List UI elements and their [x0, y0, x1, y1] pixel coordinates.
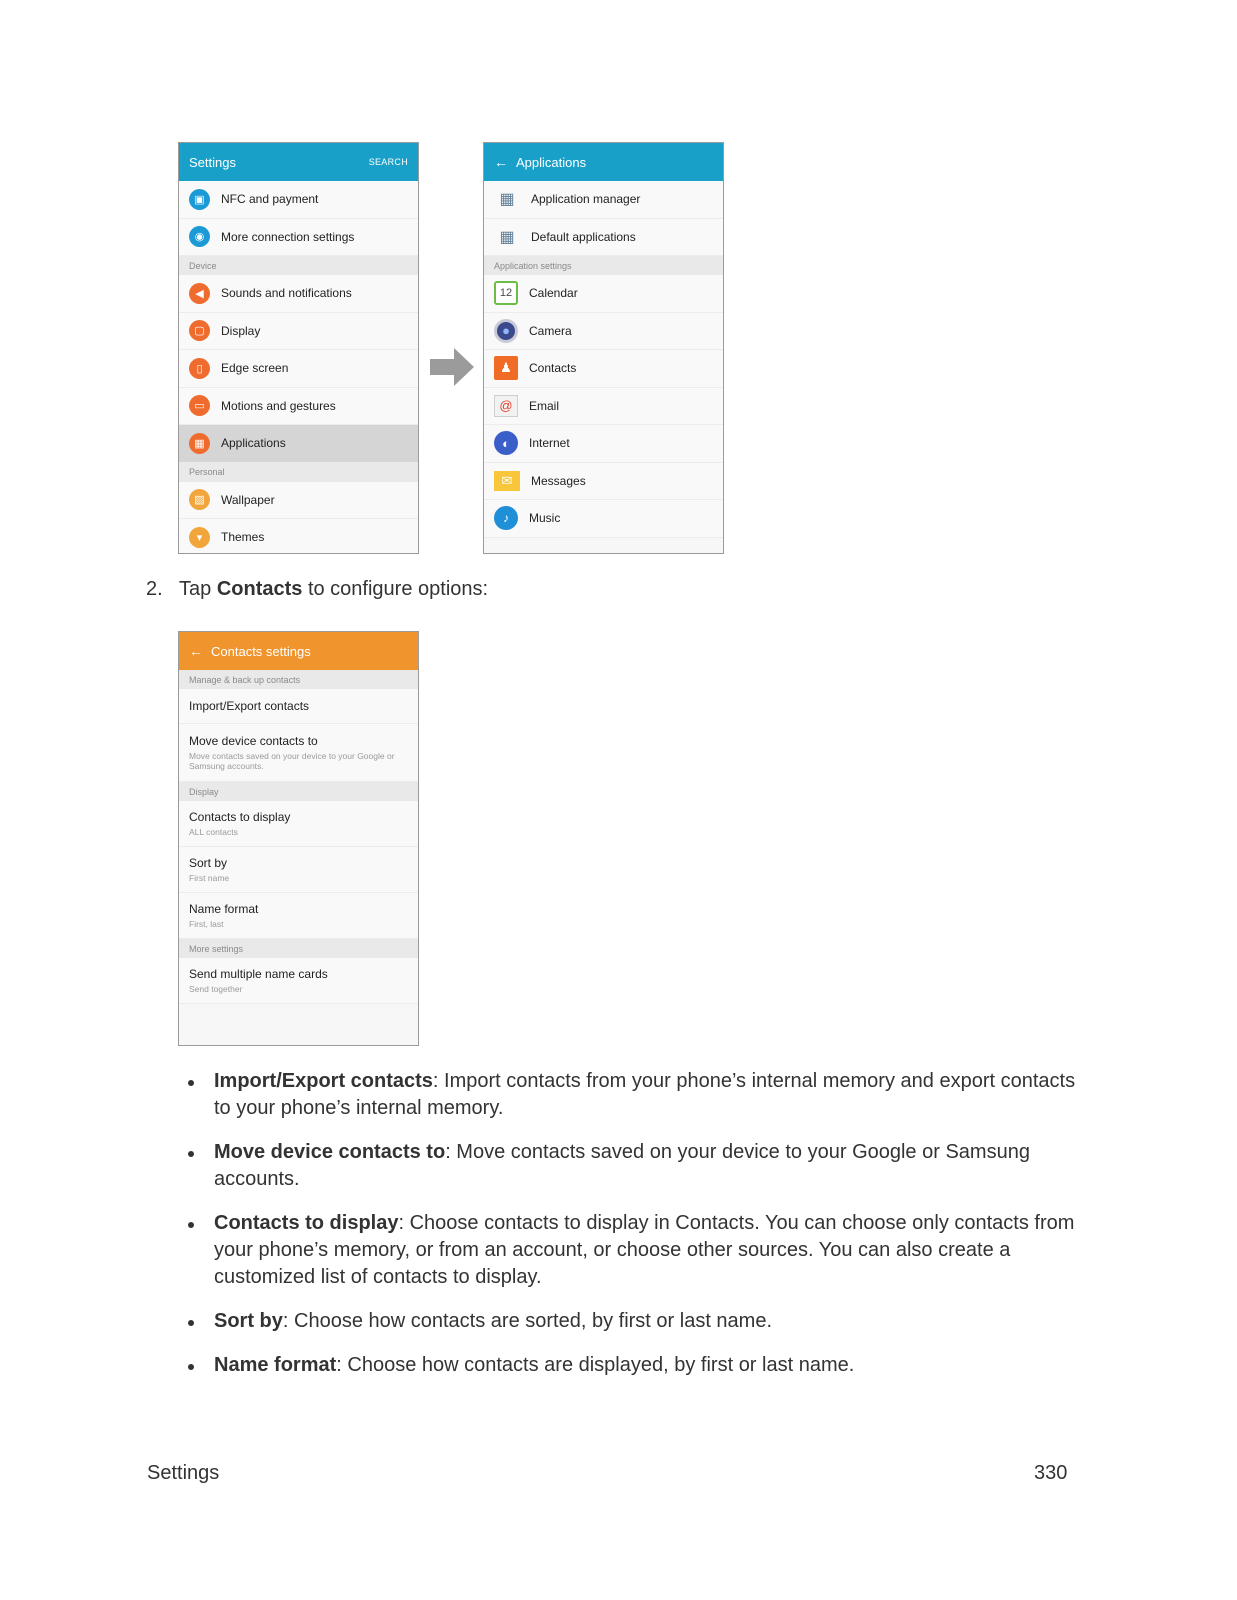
- applications-list: [484, 181, 723, 538]
- search-button[interactable]: SEARCH: [368, 157, 408, 167]
- application-item-label: Camera: [529, 323, 572, 338]
- bullet-dot-icon: [188, 1222, 194, 1228]
- application-item[interactable]: [484, 500, 723, 538]
- bullet-item: [188, 1210, 1088, 1291]
- contacts-setting-summary: First name: [189, 873, 230, 883]
- bullet-item: [188, 1139, 1088, 1193]
- application-item[interactable]: [484, 463, 723, 501]
- settings-item[interactable]: [179, 482, 418, 520]
- page-number: 330: [1034, 1462, 1068, 1484]
- application-item[interactable]: [484, 425, 723, 463]
- settings-item-label: Wallpaper: [221, 492, 275, 507]
- bullet-item: [188, 1068, 1088, 1122]
- section-header: Device: [179, 256, 418, 275]
- connection-icon: ◉: [189, 226, 210, 247]
- bullet-text: : Choose contacts to display in Contacts. You can choose only contacts from your phone’s memory, or from an account, or choose other sources. You can also create a customized list of contacts to display.: [214, 1212, 1075, 1288]
- contacts-setting-label: Contacts to display: [189, 810, 291, 824]
- section-header: Personal: [179, 463, 418, 482]
- application-item[interactable]: [484, 313, 723, 351]
- calendar-icon: 12: [494, 281, 518, 305]
- application-item-label: Internet: [529, 436, 570, 451]
- contacts-setting-item[interactable]: [179, 893, 418, 939]
- contacts-settings-screenshot: [178, 631, 419, 1046]
- edge-screen-icon: ▯: [189, 358, 210, 379]
- sound-icon: ◀: [189, 283, 210, 304]
- camera-icon: ●: [494, 319, 518, 343]
- settings-item[interactable]: [179, 388, 418, 426]
- back-arrow-icon[interactable]: ←: [189, 643, 203, 659]
- applications-icon: ▦: [189, 433, 210, 454]
- bullet-text: : Import contacts from your phone’s internal memory and export contacts to your phone’s internal memory.: [214, 1070, 1076, 1119]
- bullet-dot-icon: [188, 1320, 194, 1326]
- step-bold: Contacts: [216, 578, 303, 600]
- settings-item-label: Motions and gestures: [221, 398, 336, 413]
- applications-app-bar: [484, 143, 723, 181]
- back-arrow-icon[interactable]: ←: [494, 154, 508, 170]
- contacts-icon: ♟: [494, 356, 518, 380]
- contacts-settings-title: Contacts settings: [211, 643, 311, 659]
- settings-item-label: Sounds and notifications: [221, 286, 352, 301]
- settings-item-label: NFC and payment: [221, 192, 319, 207]
- option-descriptions: [188, 1068, 1088, 1396]
- application-item-label: Calendar: [529, 286, 578, 301]
- contacts-setting-label: Send multiple name cards: [189, 967, 328, 981]
- applications-screenshot: [483, 142, 724, 554]
- settings-title: Settings: [189, 154, 236, 170]
- contacts-setting-summary: Send together: [189, 984, 243, 994]
- contacts-setting-label: Sort by: [189, 856, 228, 870]
- application-item-label: Music: [529, 511, 561, 526]
- settings-item-label: Edge screen: [221, 361, 289, 376]
- settings-app-bar: [179, 143, 418, 181]
- contacts-settings-list: [179, 670, 418, 1004]
- themes-icon: ▾: [189, 527, 210, 548]
- motion-icon: ▭: [189, 395, 210, 416]
- nfc-icon: ▣: [189, 189, 210, 210]
- step-2: [146, 578, 488, 601]
- contacts-setting-summary: First, last: [189, 919, 224, 929]
- application-item[interactable]: [484, 219, 723, 257]
- step-prefix: Tap: [179, 578, 217, 600]
- settings-item-label: Applications: [221, 436, 286, 451]
- bullet-text: : Move contacts saved on your device to your Google or Samsung accounts.: [214, 1141, 1030, 1190]
- applications-title: Applications: [516, 154, 587, 170]
- music-icon: ♪: [494, 506, 518, 530]
- email-icon: @: [494, 395, 518, 417]
- bullet-term: Name format: [214, 1354, 337, 1376]
- bullet-dot-icon: [188, 1080, 194, 1086]
- wallpaper-icon: ▨: [189, 489, 210, 510]
- bullet-term: Sort by: [214, 1310, 283, 1332]
- section-header: More settings: [179, 939, 418, 958]
- application-item[interactable]: [484, 388, 723, 426]
- settings-item-label: Display: [221, 323, 261, 338]
- section-header: Display: [179, 782, 418, 801]
- settings-item[interactable]: [179, 181, 418, 219]
- bullet-dot-icon: [188, 1364, 194, 1370]
- contacts-setting-item[interactable]: [179, 689, 418, 724]
- default-apps-icon: ▦: [499, 228, 515, 246]
- app-manager-icon: ▦: [499, 191, 515, 209]
- footer-section: Settings: [147, 1462, 220, 1484]
- section-header: Manage & back up contacts: [179, 670, 418, 689]
- contacts-app-bar: [179, 632, 418, 670]
- contacts-setting-item[interactable]: [179, 801, 418, 847]
- bullet-item: [188, 1308, 1088, 1335]
- application-item-label: Default applications: [531, 229, 636, 244]
- application-item-label: Email: [529, 398, 560, 413]
- settings-item[interactable]: [179, 350, 418, 388]
- arrow-right-icon: [430, 348, 474, 386]
- contacts-setting-label: Import/Export contacts: [189, 699, 310, 713]
- contacts-setting-item[interactable]: [179, 724, 418, 782]
- contacts-setting-label: Move device contacts to: [189, 734, 318, 748]
- contacts-setting-label: Name format: [189, 902, 259, 916]
- contacts-setting-summary: ALL contacts: [189, 827, 238, 837]
- settings-item[interactable]: [179, 425, 418, 463]
- contacts-setting-item[interactable]: [179, 847, 418, 893]
- display-icon: ▢: [189, 320, 210, 341]
- settings-item-label: Themes: [221, 530, 265, 545]
- settings-item[interactable]: [179, 313, 418, 351]
- contacts-setting-item[interactable]: [179, 958, 418, 1004]
- messages-icon: ✉: [494, 471, 520, 491]
- bullet-dot-icon: [188, 1151, 194, 1157]
- bullet-term: Import/Export contacts: [214, 1070, 433, 1092]
- application-item-label: Application manager: [531, 192, 641, 207]
- settings-list: [179, 181, 418, 554]
- step-number: 2.: [146, 578, 163, 600]
- section-header: Application settings: [484, 256, 723, 275]
- bullet-item: [188, 1352, 1088, 1379]
- bullet-text: : Choose how contacts are sorted, by first or last name.: [282, 1310, 773, 1332]
- application-item-label: Contacts: [529, 361, 577, 376]
- bullet-text: : Choose how contacts are displayed, by first or last name.: [336, 1354, 855, 1376]
- step-suffix: to configure options:: [302, 578, 489, 600]
- settings-screenshot: [178, 142, 419, 554]
- contacts-setting-summary: Move contacts saved on your device to your Google or Samsung accounts.: [189, 751, 395, 771]
- internet-icon: ◐: [494, 431, 518, 455]
- application-item[interactable]: [484, 181, 723, 219]
- bullet-term: Contacts to display: [214, 1212, 399, 1234]
- settings-item[interactable]: [179, 275, 418, 313]
- application-item[interactable]: [484, 275, 723, 313]
- settings-item[interactable]: [179, 219, 418, 257]
- application-item[interactable]: [484, 350, 723, 388]
- settings-item-label: More connection settings: [221, 229, 355, 244]
- settings-item[interactable]: [179, 519, 418, 554]
- bullet-term: Move device contacts to: [214, 1141, 446, 1163]
- application-item-label: Messages: [531, 473, 586, 488]
